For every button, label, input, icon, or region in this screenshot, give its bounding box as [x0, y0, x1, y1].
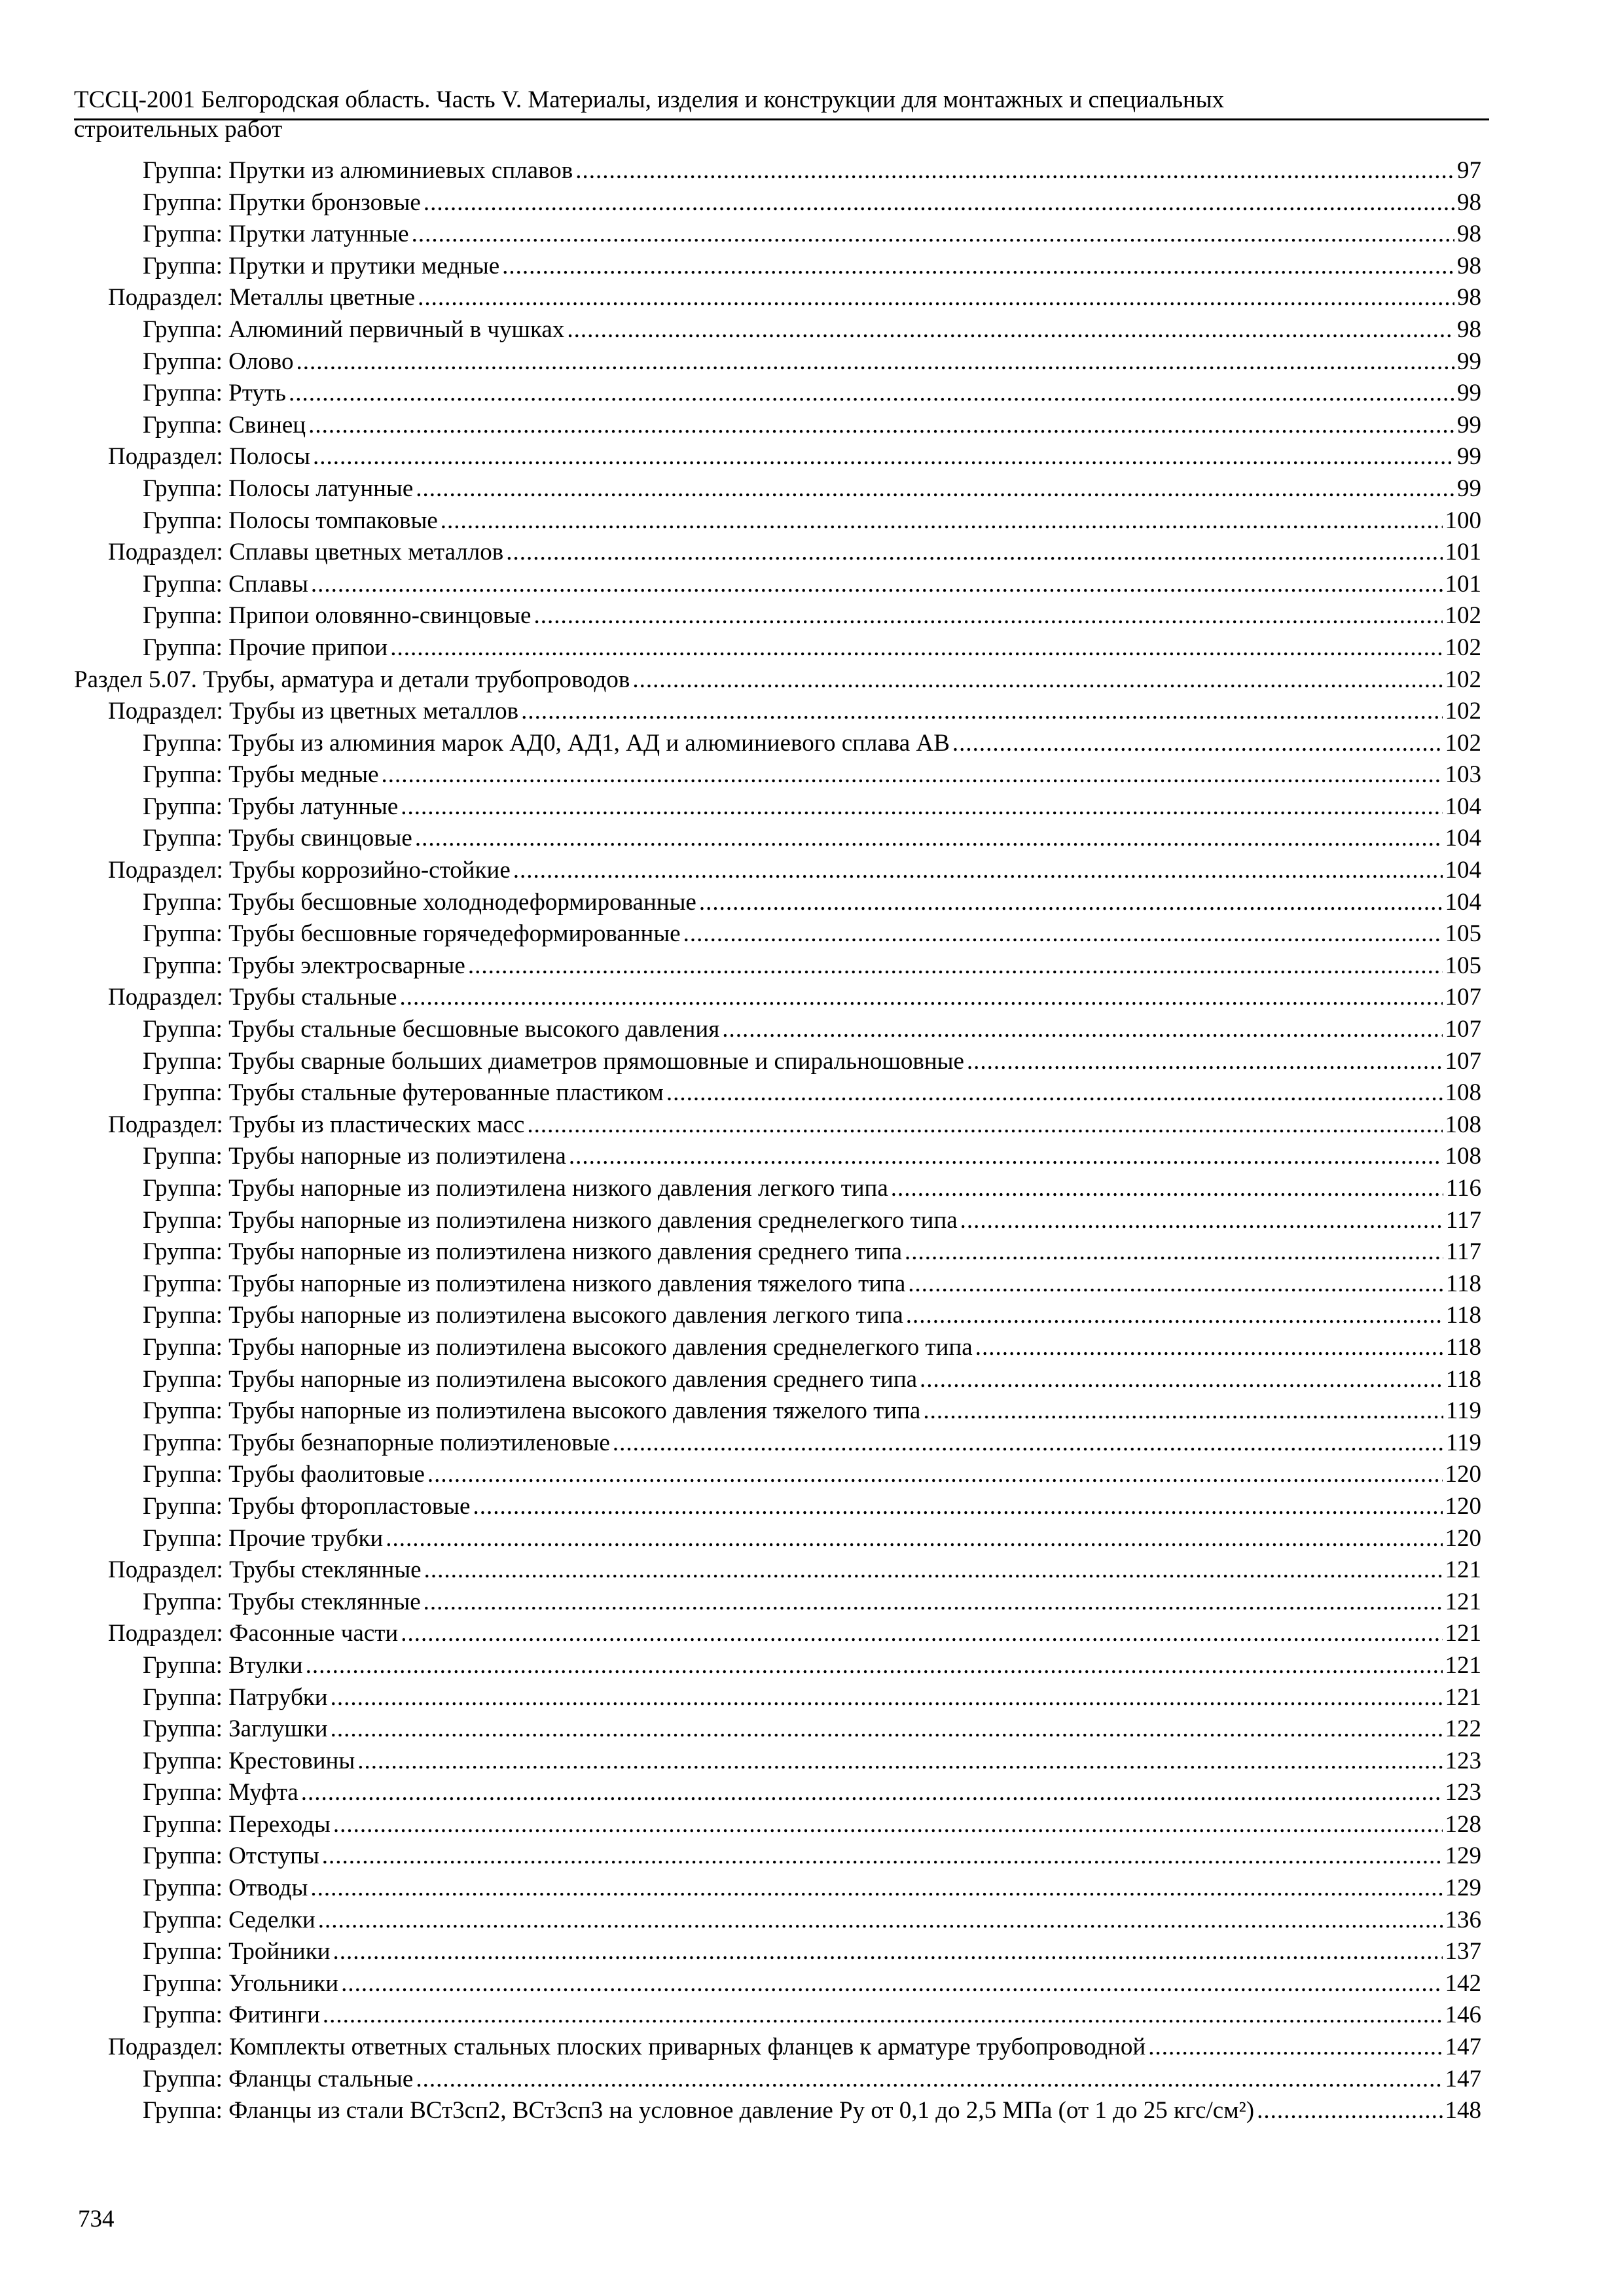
toc-entry[interactable]: [74, 1077, 1481, 1109]
toc-entry[interactable]: [74, 569, 1481, 601]
toc-entry-page: 108: [1445, 1143, 1481, 1170]
toc-entry-page: 121: [1445, 1651, 1481, 1679]
toc-entry-page: 97: [1457, 157, 1481, 184]
toc-entry[interactable]: [74, 950, 1481, 982]
toc-dot-leader: [424, 1554, 1443, 1587]
page-number: 734: [78, 2206, 115, 2233]
toc-entry-title: Группа: Фланцы стальные: [143, 2065, 414, 2092]
toc-dot-leader: [318, 1905, 1443, 1937]
toc-entry[interactable]: [74, 2064, 1481, 2096]
toc-entry-title: Группа: Втулки: [143, 1651, 303, 1679]
toc-entry[interactable]: [74, 1840, 1481, 1873]
toc-dot-leader: [306, 1650, 1443, 1682]
toc-entry-title: Группа: Трубы бесшовные холоднодеформированные: [143, 888, 696, 916]
toc-entry-title: Группа: Трубы напорные из полиэтилена высокого давления тяжелого типа: [143, 1397, 921, 1425]
toc-entry-page: 137: [1445, 1938, 1481, 1965]
toc-dot-leader: [301, 1777, 1443, 1809]
toc-entry-page: 129: [1445, 1874, 1481, 1902]
toc-entry-title: Группа: Трубы напорные из полиэтилена высокого давления легкого типа: [143, 1302, 903, 1329]
toc-entry[interactable]: [74, 1746, 1481, 1778]
toc-dot-leader: [527, 1109, 1442, 1141]
toc-entry-title: Подраздел: Сплавы цветных металлов: [108, 539, 504, 566]
toc-dot-leader: [521, 696, 1442, 728]
table-of-contents: [74, 155, 1481, 2127]
toc-entry[interactable]: [74, 473, 1481, 505]
toc-dot-leader: [952, 728, 1443, 760]
toc-entry-page: 147: [1445, 2034, 1481, 2061]
toc-dot-leader: [905, 1236, 1443, 1268]
toc-dot-leader: [401, 791, 1442, 823]
toc-dot-leader: [331, 1682, 1443, 1714]
toc-entry-page: 104: [1445, 825, 1481, 852]
toc-dot-leader: [333, 1936, 1443, 1968]
toc-entry-title: Раздел 5.07. Трубы, арматура и детали трубопроводов: [74, 666, 630, 693]
toc-dot-leader: [906, 1300, 1443, 1332]
toc-entry[interactable]: [74, 887, 1481, 919]
toc-entry-title: Группа: Фитинги: [143, 2001, 320, 2029]
toc-entry-title: Подраздел: Трубы стеклянные: [108, 1556, 422, 1584]
toc-entry-page: 102: [1445, 602, 1481, 630]
toc-entry-title: Группа: Заглушки: [143, 1715, 328, 1743]
toc-entry[interactable]: [74, 855, 1481, 887]
toc-dot-leader: [416, 473, 1454, 505]
toc-entry[interactable]: [74, 1650, 1481, 1682]
toc-entry[interactable]: [74, 1936, 1481, 1968]
toc-entry-page: 129: [1445, 1842, 1481, 1870]
toc-entry[interactable]: [74, 1905, 1481, 1937]
toc-entry-title: Подраздел: Трубы коррозийно-стойкие: [108, 857, 511, 884]
toc-entry-page: 121: [1445, 1588, 1481, 1615]
toc-entry[interactable]: [74, 1873, 1481, 1905]
toc-dot-leader: [357, 1746, 1442, 1778]
toc-entry[interactable]: [74, 251, 1481, 283]
toc-entry[interactable]: [74, 1364, 1481, 1396]
toc-entry-title: Группа: Отступы: [143, 1842, 319, 1870]
toc-dot-leader: [333, 1809, 1443, 1841]
toc-entry[interactable]: [74, 1014, 1481, 1046]
toc-dot-leader: [891, 1173, 1443, 1205]
toc-entry[interactable]: [74, 632, 1481, 664]
toc-dot-leader: [322, 1840, 1443, 1873]
toc-dot-leader: [513, 855, 1443, 887]
toc-entry-title: Группа: Прутки и прутики медные: [143, 252, 500, 279]
toc-dot-leader: [297, 346, 1454, 378]
toc-entry-title: Группа: Полосы латунные: [143, 475, 414, 502]
toc-entry-page: 98: [1457, 188, 1481, 216]
toc-entry-page: 99: [1457, 475, 1481, 502]
toc-entry-page: 147: [1445, 2065, 1481, 2092]
header-rule: [74, 118, 1489, 120]
toc-entry[interactable]: [74, 1141, 1481, 1173]
toc-entry[interactable]: [74, 664, 1481, 696]
toc-entry-title: Группа: Прочие трубки: [143, 1524, 384, 1552]
toc-entry-title: Группа: Переходы: [143, 1810, 331, 1838]
toc-dot-leader: [506, 537, 1442, 569]
toc-entry-title: Группа: Трубы стеклянные: [143, 1588, 421, 1615]
toc-entry-page: 99: [1457, 443, 1481, 471]
toc-entry[interactable]: [74, 2095, 1481, 2127]
toc-entry-page: 98: [1457, 221, 1481, 248]
toc-entry-page: 101: [1445, 570, 1481, 598]
toc-entry-title: Подраздел: Металлы цветные: [108, 284, 416, 312]
toc-entry-title: Группа: Трубы напорные из полиэтилена низкого давления легкого типа: [143, 1175, 888, 1202]
toc-dot-leader: [533, 600, 1442, 632]
toc-entry-page: 102: [1445, 666, 1481, 693]
toc-entry-title: Группа: Трубы латунные: [143, 793, 399, 820]
toc-dot-leader: [390, 632, 1442, 664]
header-title-line-2: строительных работ: [74, 116, 283, 143]
toc-dot-leader: [666, 1077, 1443, 1109]
toc-dot-leader: [908, 1268, 1443, 1300]
toc-dot-leader: [569, 1141, 1443, 1173]
toc-entry[interactable]: [74, 696, 1481, 728]
toc-entry-title: Группа: Трубы стальные футерованные пластиком: [143, 1079, 664, 1107]
toc-entry-title: Группа: Сплавы: [143, 570, 308, 598]
toc-entry-page: 148: [1445, 2097, 1481, 2125]
toc-entry-title: Группа: Седелки: [143, 1906, 316, 1933]
toc-entry[interactable]: [74, 1109, 1481, 1141]
toc-entry[interactable]: [74, 1809, 1481, 1841]
toc-entry-title: Группа: Ртуть: [143, 380, 286, 407]
toc-dot-leader: [427, 1459, 1443, 1491]
toc-dot-leader: [415, 823, 1443, 855]
toc-entry[interactable]: [74, 1459, 1481, 1491]
toc-entry[interactable]: [74, 1332, 1481, 1364]
toc-entry-page: 108: [1445, 1079, 1481, 1107]
toc-entry-page: 121: [1445, 1556, 1481, 1584]
toc-entry[interactable]: [74, 346, 1481, 378]
toc-dot-leader: [502, 251, 1454, 283]
toc-entry[interactable]: [74, 1618, 1481, 1650]
toc-entry-page: 102: [1445, 729, 1481, 757]
toc-entry-title: Подраздел: Комплекты ответных стальных плоских приварных фланцев к арматуре трубопроводной: [108, 2034, 1146, 2061]
toc-entry-page: 146: [1445, 2001, 1481, 2029]
toc-entry-page: 98: [1457, 252, 1481, 279]
toc-entry-page: 122: [1445, 1715, 1481, 1743]
toc-dot-leader: [683, 918, 1443, 950]
toc-dot-leader: [310, 1873, 1442, 1905]
toc-entry-page: 107: [1445, 984, 1481, 1011]
toc-entry[interactable]: [74, 1968, 1481, 2000]
toc-entry[interactable]: [74, 982, 1481, 1014]
toc-entry-page: 99: [1457, 380, 1481, 407]
toc-entry-title: Подраздел: Трубы стальные: [108, 984, 397, 1011]
toc-entry-page: 98: [1457, 284, 1481, 312]
toc-entry-title: Подраздел: Трубы из цветных металлов: [108, 698, 519, 725]
toc-entry-title: Группа: Трубы стальные бесшовные высокого давления: [143, 1016, 720, 1043]
toc-entry[interactable]: [74, 1523, 1481, 1555]
toc-entry-title: Группа: Прутки бронзовые: [143, 188, 421, 216]
toc-entry-page: 128: [1445, 1810, 1481, 1838]
toc-entry-page: 120: [1445, 1524, 1481, 1552]
toc-entry-page: 123: [1445, 1747, 1481, 1774]
toc-entry-page: 123: [1445, 1779, 1481, 1806]
toc-dot-leader: [1148, 2032, 1442, 2064]
toc-entry-page: 119: [1445, 1429, 1481, 1456]
toc-entry-page: 121: [1445, 1620, 1481, 1647]
toc-entry-title: Группа: Припои оловянно-свинцовые: [143, 602, 532, 630]
toc-entry-title: Группа: Олово: [143, 348, 294, 375]
toc-entry-title: Группа: Крестовины: [143, 1747, 355, 1774]
toc-entry[interactable]: [74, 282, 1481, 314]
toc-entry-title: Группа: Фланцы из стали ВСт3сп2, ВСт3сп3 на условное давление Ру от 0,1 до 2,5 МПа (от 1 до 25 кгс/см²): [143, 2097, 1255, 2125]
toc-entry-title: Группа: Угольники: [143, 1969, 339, 1997]
toc-entry-page: 107: [1445, 1047, 1481, 1075]
toc-entry[interactable]: [74, 823, 1481, 855]
toc-entry-title: Подраздел: Полосы: [108, 443, 310, 471]
toc-entry-title: Подраздел: Трубы из пластических масс: [108, 1111, 525, 1138]
toc-entry-page: 104: [1445, 857, 1481, 884]
toc-dot-leader: [613, 1427, 1443, 1460]
toc-dot-leader: [975, 1332, 1443, 1364]
toc-entry[interactable]: [74, 918, 1481, 950]
toc-entry-title: Группа: Прутки латунные: [143, 221, 409, 248]
toc-dot-leader: [699, 887, 1443, 919]
toc-dot-leader: [401, 1618, 1442, 1650]
toc-dot-leader: [722, 1014, 1442, 1046]
toc-entry[interactable]: [74, 1587, 1481, 1619]
toc-entry[interactable]: [74, 1173, 1481, 1205]
toc-entry-title: Группа: Трубы электросварные: [143, 952, 465, 979]
toc-entry-title: Группа: Трубы напорные из полиэтилена: [143, 1143, 566, 1170]
toc-entry-title: Группа: Трубы напорные из полиэтилена низкого давления среднего типа: [143, 1238, 903, 1266]
toc-entry[interactable]: [74, 1777, 1481, 1809]
toc-dot-leader: [960, 1205, 1443, 1237]
toc-entry-page: 117: [1445, 1238, 1481, 1266]
toc-entry-page: 118: [1445, 1365, 1481, 1393]
toc-entry[interactable]: [74, 1205, 1481, 1237]
toc-entry-page: 104: [1445, 888, 1481, 916]
toc-dot-leader: [416, 2064, 1442, 2096]
toc-entry[interactable]: [74, 759, 1481, 791]
toc-entry[interactable]: [74, 537, 1481, 569]
toc-entry[interactable]: [74, 410, 1481, 442]
toc-entry-title: Группа: Трубы напорные из полиэтилена низкого давления среднелегкого типа: [143, 1206, 958, 1234]
toc-entry-page: 102: [1445, 634, 1481, 661]
toc-entry-title: Группа: Трубы свинцовые: [143, 825, 412, 852]
toc-entry[interactable]: [74, 1713, 1481, 1746]
toc-entry[interactable]: [74, 1300, 1481, 1332]
toc-entry-page: 102: [1445, 698, 1481, 725]
toc-entry-title: Группа: Алюминий первичный в чушках: [143, 315, 565, 343]
toc-entry-page: 118: [1445, 1270, 1481, 1297]
toc-dot-leader: [424, 1587, 1443, 1619]
toc-entry-page: 101: [1445, 539, 1481, 566]
toc-dot-leader: [1257, 2095, 1442, 2127]
toc-entry[interactable]: [74, 1554, 1481, 1587]
toc-entry-title: Группа: Свинец: [143, 411, 306, 439]
toc-entry[interactable]: [74, 378, 1481, 410]
toc-entry[interactable]: [74, 1236, 1481, 1268]
toc-dot-leader: [441, 505, 1443, 537]
toc-dot-leader: [920, 1364, 1443, 1396]
toc-entry[interactable]: [74, 1395, 1481, 1427]
toc-entry-title: Группа: Прочие припои: [143, 634, 388, 661]
toc-dot-leader: [473, 1491, 1442, 1523]
toc-entry-page: 105: [1445, 920, 1481, 948]
toc-entry-page: 98: [1457, 315, 1481, 343]
toc-entry-page: 118: [1445, 1333, 1481, 1361]
toc-dot-leader: [323, 2000, 1443, 2032]
toc-entry-page: 107: [1445, 1016, 1481, 1043]
toc-entry[interactable]: [74, 155, 1481, 187]
toc-entry-page: 99: [1457, 348, 1481, 375]
toc-entry-title: Группа: Трубы сварные больших диаметров прямошовные и спиральношовные: [143, 1047, 964, 1075]
toc-entry-title: Группа: Трубы напорные из полиэтилена высокого давления среднего типа: [143, 1365, 918, 1393]
toc-dot-leader: [382, 759, 1443, 791]
toc-entry-title: Группа: Трубы фаолитовые: [143, 1461, 425, 1488]
toc-entry-title: Группа: Муфта: [143, 1779, 298, 1806]
toc-entry-page: 104: [1445, 793, 1481, 820]
toc-entry-title: Подраздел: Фасонные части: [108, 1620, 399, 1647]
toc-entry[interactable]: [74, 1268, 1481, 1300]
toc-entry-page: 99: [1457, 411, 1481, 439]
toc-entry-page: 121: [1445, 1683, 1481, 1711]
toc-entry-page: 103: [1445, 761, 1481, 789]
toc-dot-leader: [311, 569, 1443, 601]
toc-entry-page: 105: [1445, 952, 1481, 979]
toc-dot-leader: [967, 1046, 1443, 1078]
toc-dot-leader: [418, 282, 1454, 314]
toc-entry[interactable]: [74, 791, 1481, 823]
toc-dot-leader: [308, 410, 1454, 442]
toc-dot-leader: [289, 378, 1454, 410]
toc-entry-title: Группа: Трубы безнапорные полиэтиленовые: [143, 1429, 610, 1456]
toc-entry[interactable]: [74, 600, 1481, 632]
toc-entry-page: 136: [1445, 1906, 1481, 1933]
toc-entry-page: 108: [1445, 1111, 1481, 1138]
toc-entry-title: Группа: Трубы из алюминия марок АД0, АД1, АД и алюминиевого сплава АВ: [143, 729, 950, 757]
toc-dot-leader: [412, 219, 1454, 251]
toc-dot-leader: [331, 1713, 1443, 1746]
toc-entry[interactable]: [74, 728, 1481, 760]
toc-entry[interactable]: [74, 441, 1481, 473]
toc-entry-title: Группа: Трубы напорные из полиэтилена высокого давления среднелегкого типа: [143, 1333, 973, 1361]
toc-dot-leader: [386, 1523, 1442, 1555]
toc-entry-title: Группа: Тройники: [143, 1938, 331, 1965]
toc-entry-page: 120: [1445, 1461, 1481, 1488]
toc-entry-title: Группа: Трубы фторопластовые: [143, 1492, 471, 1520]
toc-entry[interactable]: [74, 505, 1481, 537]
toc-entry-page: 142: [1445, 1969, 1481, 1997]
toc-entry[interactable]: [74, 1491, 1481, 1523]
toc-entry[interactable]: [74, 1682, 1481, 1714]
running-header: [74, 85, 1489, 144]
toc-dot-leader: [923, 1395, 1443, 1427]
toc-entry[interactable]: [74, 314, 1481, 346]
toc-entry-page: 117: [1445, 1206, 1481, 1234]
toc-entry[interactable]: [74, 2000, 1481, 2032]
toc-entry[interactable]: [74, 219, 1481, 251]
toc-entry-page: 100: [1445, 507, 1481, 534]
toc-entry[interactable]: [74, 1046, 1481, 1078]
toc-entry-title: Группа: Трубы напорные из полиэтилена низкого давления тяжелого типа: [143, 1270, 906, 1297]
toc-entry-title: Группа: Прутки из алюминиевых сплавов: [143, 157, 573, 184]
toc-entry-page: 120: [1445, 1492, 1481, 1520]
toc-entry[interactable]: [74, 1427, 1481, 1460]
toc-entry-title: Группа: Отводы: [143, 1874, 308, 1902]
toc-entry-title: Группа: Трубы медные: [143, 761, 379, 789]
toc-dot-leader: [567, 314, 1454, 346]
toc-dot-leader: [575, 155, 1454, 187]
toc-entry-title: Группа: Полосы томпаковые: [143, 507, 438, 534]
toc-dot-leader: [632, 664, 1442, 696]
toc-entry-title: Группа: Патрубки: [143, 1683, 328, 1711]
toc-entry[interactable]: [74, 187, 1481, 219]
toc-dot-leader: [468, 950, 1443, 982]
toc-dot-leader: [313, 441, 1454, 473]
header-title-line-1: ТССЦ-2001 Белгородская область. Часть V. Материалы, изделия и конструкции для монтажных и специальных: [74, 86, 1225, 113]
toc-entry-title: Группа: Трубы бесшовные горячедеформированные: [143, 920, 681, 948]
toc-entry-page: 119: [1445, 1397, 1481, 1425]
toc-dot-leader: [424, 187, 1454, 219]
toc-dot-leader: [399, 982, 1442, 1014]
toc-dot-leader: [341, 1968, 1442, 2000]
toc-entry-page: 116: [1445, 1175, 1481, 1202]
toc-entry[interactable]: [74, 2032, 1481, 2064]
toc-entry-page: 118: [1445, 1302, 1481, 1329]
